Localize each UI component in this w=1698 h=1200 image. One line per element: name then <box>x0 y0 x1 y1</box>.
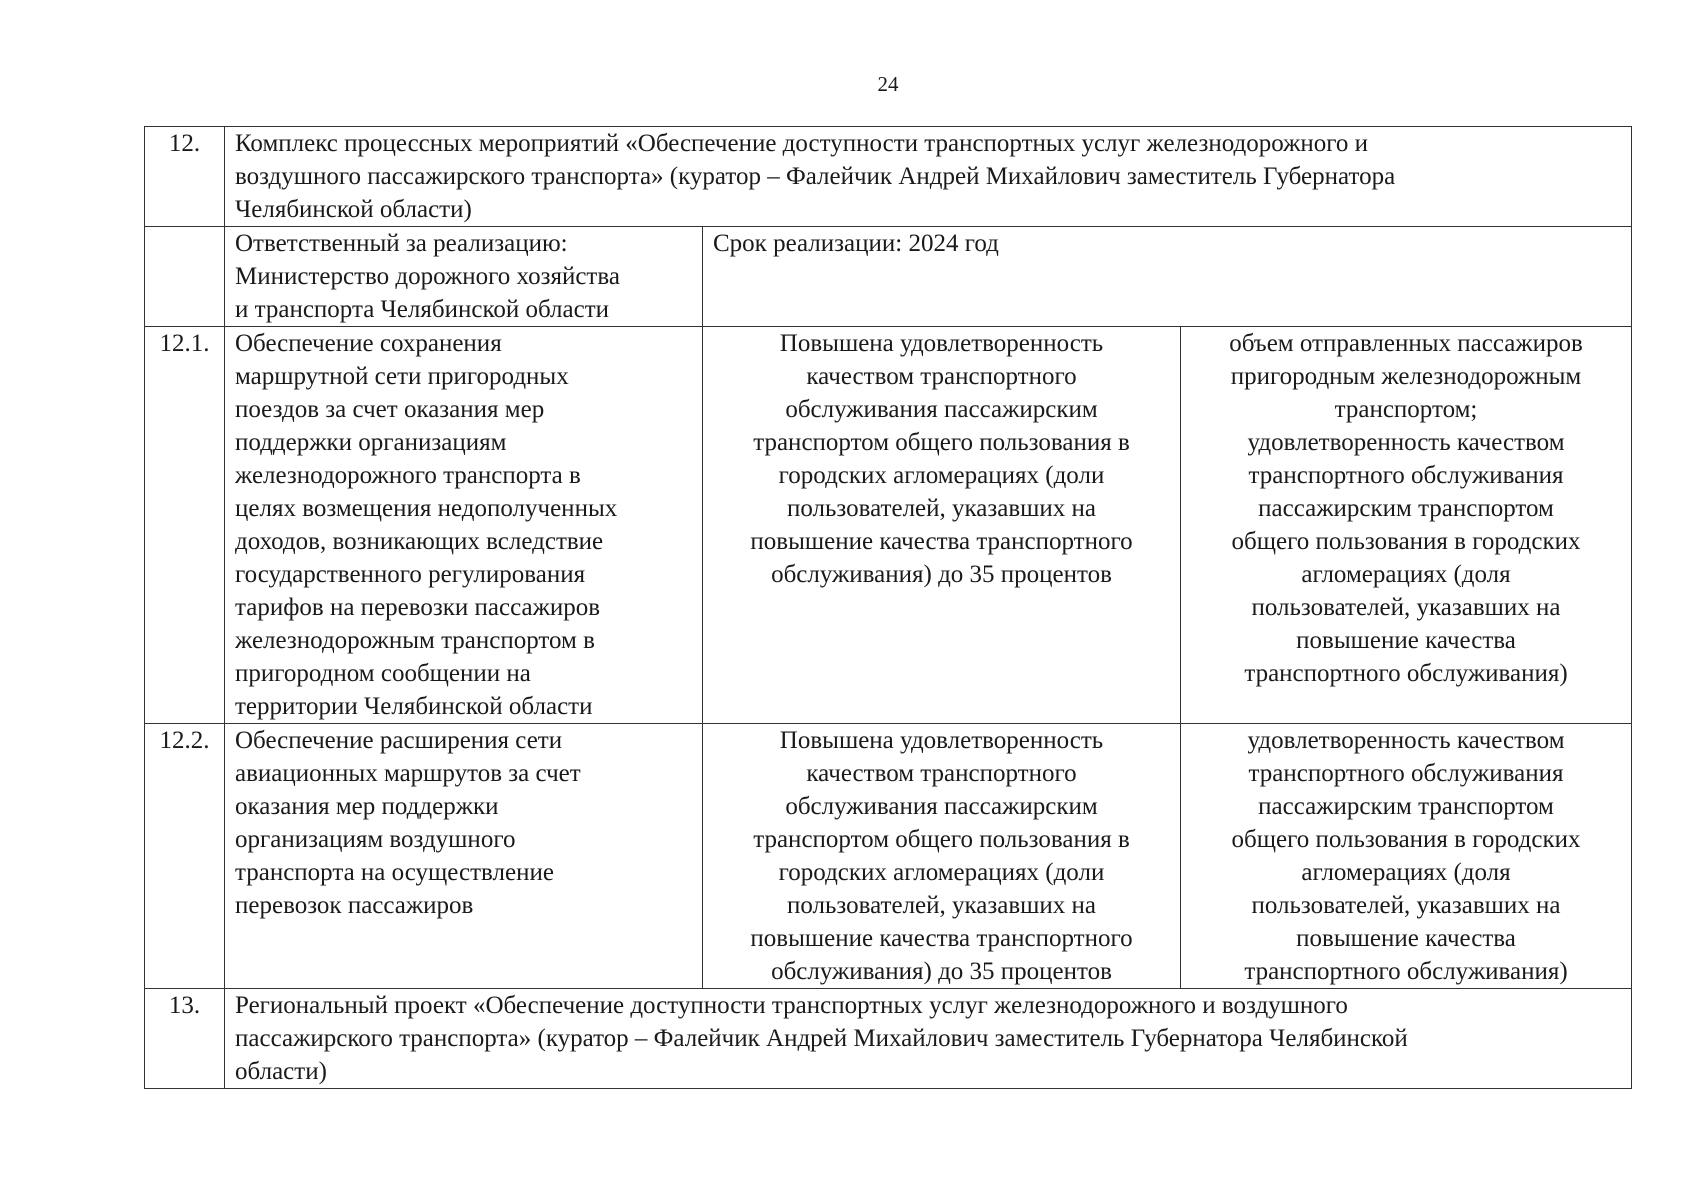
table-row <box>145 327 1632 724</box>
project-title <box>225 989 1632 1089</box>
project-title-text: Региональный проект «Обеспечение доступности транспортных услуг железнодорожного и воздушного пассажирского транспорта» (куратор – Фалейчик Андрей Михайлович заместитель Губернатора Челябинской области) <box>235 992 1408 1085</box>
complex-title <box>225 127 1632 227</box>
indicator-cell <box>1181 327 1632 724</box>
responsible-cell <box>225 227 703 327</box>
task-text: Обеспечение расширения сети авиационных маршрутов за счет оказания мер поддержки организациям воздушного транспорта на осуществление перевозок пассажиров <box>235 727 581 919</box>
row-number: 12.1. <box>145 327 225 724</box>
task-text: Обеспечение сохранения маршрутной сети пригородных поездов за счет оказания мер поддержки организациям железнодорожного транспорта в целях возмещения недополученных доходов, возникающих вследствие государственного регулирования тарифов на перевозки пассажиров железнодорожным транспортом в пригородном сообщении на территории Челябинской области <box>235 330 618 720</box>
row-number: 12. <box>145 127 225 227</box>
result-cell <box>703 327 1181 724</box>
indicator-cell <box>1181 724 1632 989</box>
row-number: 13. <box>145 989 225 1089</box>
page-number: 24 <box>877 72 899 96</box>
deadline-text: Срок реализации: 2024 год <box>713 230 999 257</box>
result-text: Повышена удовлетворенность качеством транспортного обслуживания пассажирским транспортом общего пользования в городских агломерациях (доли пользователей, указавших на повышение качества транспортного обслуживания) до 35 процентов <box>750 330 1133 588</box>
table-row <box>145 724 1632 989</box>
task-cell <box>225 724 703 989</box>
task-cell <box>225 327 703 724</box>
table-row <box>145 227 1632 327</box>
deadline-cell <box>703 227 1632 327</box>
indicator-text: объем отправленных пассажиров пригородным железнодорожным транспортом; удовлетворенность качеством транспортного обслуживания пассажирским транспортом общего пользования в городских агломерациях (доля пользователей, указавших на повышение качества транспортного обслуживания) <box>1229 330 1583 687</box>
table-row <box>145 989 1632 1089</box>
responsible-text: Ответственный за реализацию: Министерство дорожного хозяйства и транспорта Челябинской области <box>235 230 620 323</box>
result-cell <box>703 724 1181 989</box>
measures-table <box>144 126 1632 1089</box>
row-number: 12.2. <box>145 724 225 989</box>
result-text: Повышена удовлетворенность качеством транспортного обслуживания пассажирским транспортом общего пользования в городских агломерациях (доли пользователей, указавших на повышение качества транспортного обслуживания) до 35 процентов <box>750 727 1133 985</box>
row-number <box>145 227 225 327</box>
complex-title-text: Комплекс процессных мероприятий «Обеспечение доступности транспортных услуг железнодорожного и воздушного пассажирского транспорта» (куратор – Фалейчик Андрей Михайлович заместитель Губернатора Челябинской области) <box>235 130 1396 223</box>
table-row <box>145 127 1632 227</box>
indicator-text: удовлетворенность качеством транспортного обслуживания пассажирским транспортом общего пользования в городских агломерациях (доля пользователей, указавших на повышение качества транспортного обслуживания) <box>1231 727 1581 985</box>
